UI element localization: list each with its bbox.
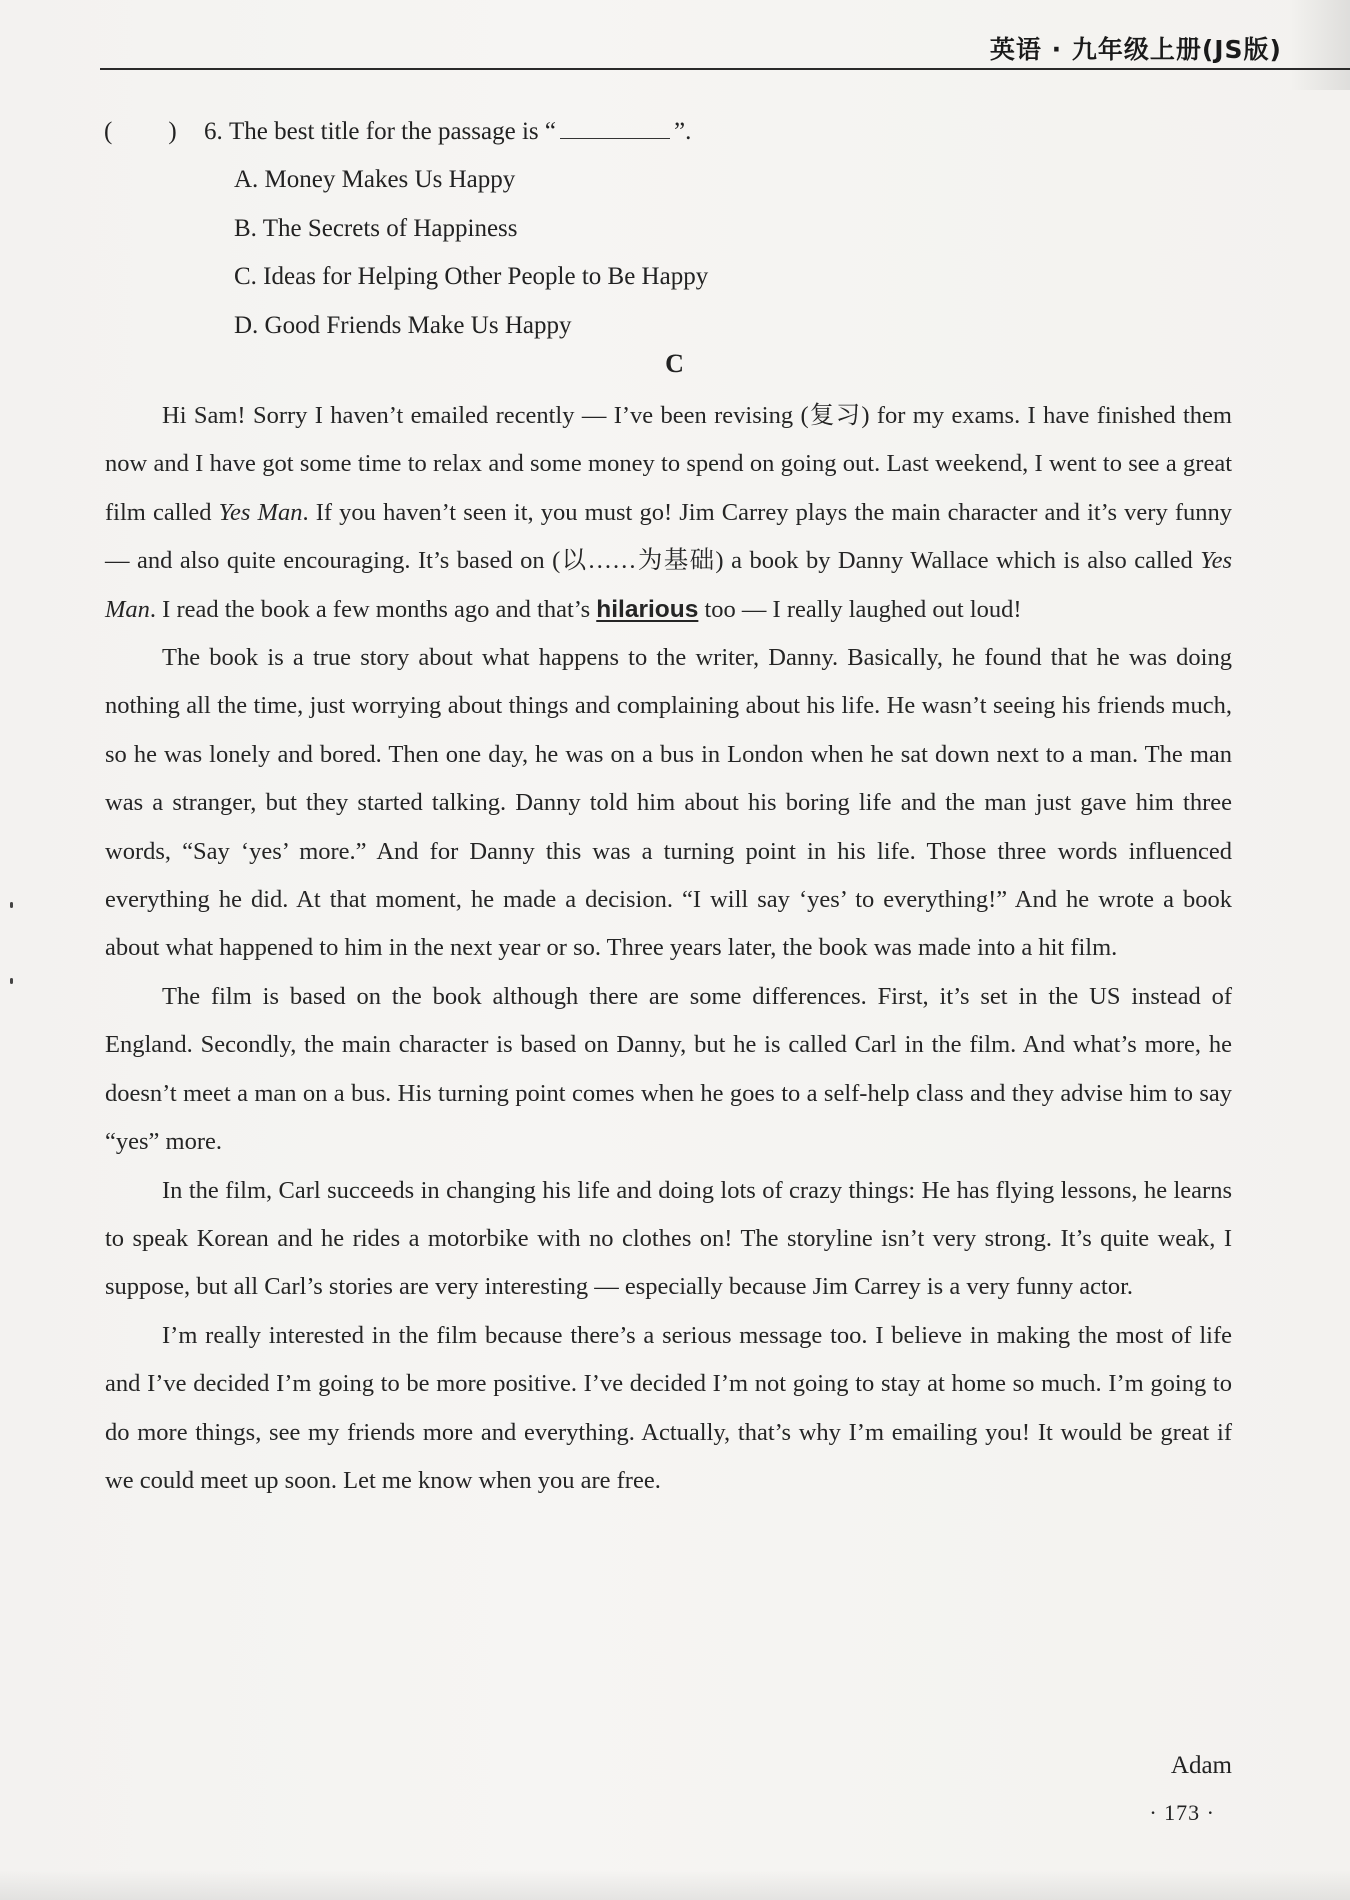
page-edge-shadow: [1290, 0, 1350, 90]
question-6: [104, 108, 708, 350]
margin-mark: [10, 978, 13, 984]
paragraph-4: In the film, Carl succeeds in changing his life and doing lots of crazy things: He has flying lessons, he learns to speak Korean and he rides a motorbike with no clothes on! The storyline isn’t very strong. It’s quite weak, I suppose, but all Carl’s stories are very interesting — especially because Jim Carrey is a very funny actor.: [105, 1176, 1232, 1301]
section-heading: C: [665, 349, 684, 378]
option-a: A. Money Makes Us Happy: [234, 166, 516, 193]
header-rule: [100, 68, 1350, 70]
question-stem: [104, 108, 708, 156]
film-title: Yes Man: [218, 498, 303, 526]
question-text-before: The best title for the passage is “: [229, 118, 556, 145]
option-b: B. The Secrets of Happiness: [234, 214, 518, 242]
book-title: Yes Man: [105, 547, 1232, 623]
reading-passage: [105, 392, 1232, 1505]
margin-mark: [10, 902, 13, 908]
header-title: 英语 · 九年级上册(JS版): [989, 35, 1282, 64]
paragraph-5: I’m really interested in the film because there’s a serious message too. I believe in making the most of life and I’ve decided I’m going to be more positive. I’ve decided I’m not going to stay at home so much. I’m going to do more things, see my friends more and everything. Actually, that’s why I’m emailing you! It would be great if we could meet up soon. Let me know when you are free.: [105, 1321, 1232, 1494]
page-bottom-shadow: [0, 1870, 1350, 1900]
paragraph-1: Hi Sam! Sorry I haven’t emailed recently — I’ve been revising (复习) for my exams. I have finished them now and I have got some time to relax and some money to spend on going out. Last weekend, I went to see a great film called Yes Man. If you haven’t seen it, you must go! Jim Carrey plays the main character and it’s very funny — and also quite encouraging. It’s based on (以……为基础) a book by Danny Wallace which is also called Yes Man. I read the book a few months ago and that’s hilarious too — I really laughed out loud!: [105, 402, 1232, 623]
question-number: 6.: [204, 118, 223, 145]
highlighted-word: hilarious: [596, 595, 699, 623]
answer-bracket[interactable]: ( ): [104, 118, 177, 145]
letter-signature: Adam: [1170, 1752, 1232, 1779]
question-text-after: ”.: [673, 118, 692, 145]
option-list: [234, 156, 708, 350]
paragraph-2: The book is a true story about what happens to the writer, Danny. Basically, he found that he was doing nothing all the time, just worrying about things and complaining about his life. He wasn’t seeing his friends much, so he was lonely and bored. Then one day, he was on a bus in London when he sat down next to a man. The man was a stranger, but they started talking. Danny told him about his boring life and the man just gave him three words, “Say ‘yes’ more.” And for Danny this was a turning point in his life. Those three words influenced everything he did. At that moment, he made a decision. “I will say ‘yes’ to everything!” And he wrote a book about what happened to him in the next year or so. Three years later, the book was made into a hit film.: [105, 644, 1232, 962]
paragraph-3: The film is based on the book although there are some differences. First, it’s set in the US instead of England. Secondly, the main character is based on Danny, but he is called Carl in the film. And what’s more, he doesn’t meet a man on a bus. His turning point comes when he goes to a self-help class and they advise him to say “yes” more.: [105, 982, 1232, 1156]
option-d: D. Good Friends Make Us Happy: [234, 311, 572, 339]
answer-blank[interactable]: [560, 112, 670, 139]
page-number: · 173 ·: [1149, 1800, 1215, 1825]
option-c: C. Ideas for Helping Other People to Be Happy: [234, 263, 709, 290]
page-header: [0, 0, 1350, 74]
